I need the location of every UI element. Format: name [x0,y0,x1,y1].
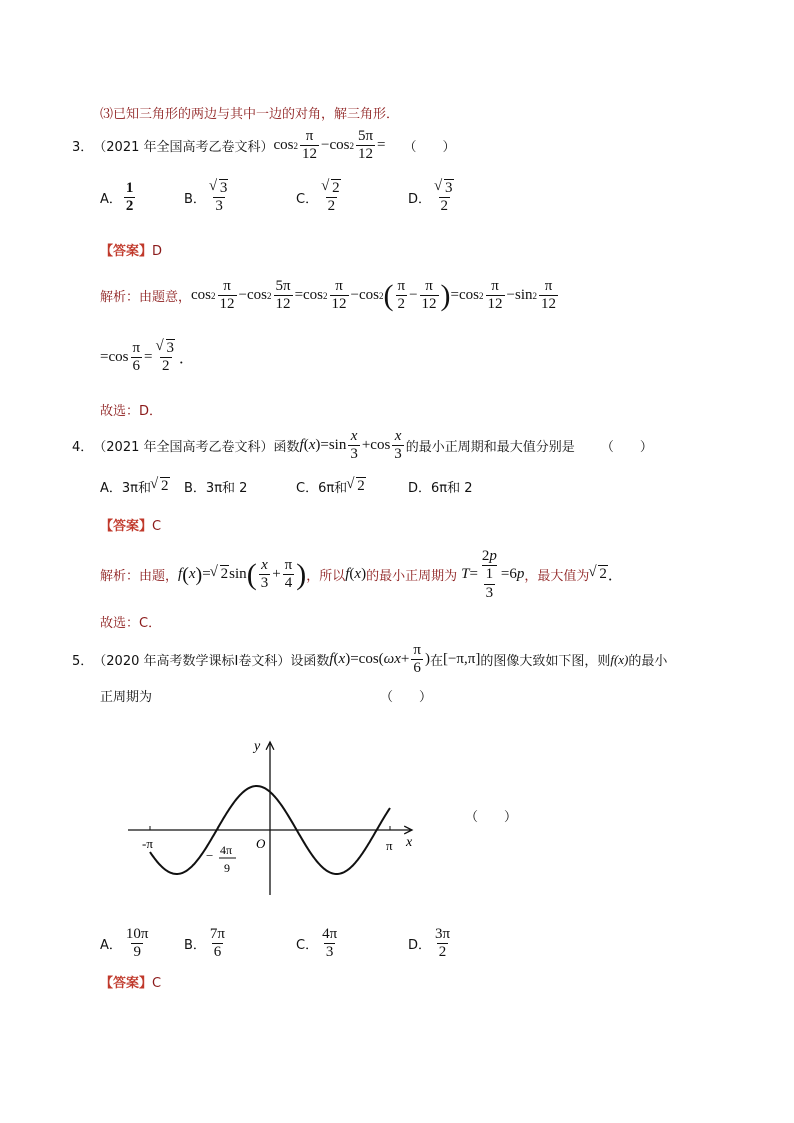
analysis-mid2: 的最小正周期为 [366,569,458,585]
y-label: y [254,739,261,754]
stem-text: 函数 [273,440,300,456]
question-number: 4． [72,440,94,456]
option-c[interactable]: C．6π和 √ 2 [296,477,366,496]
conclusion: 故选：D． [100,404,163,419]
minus-sign: − [206,848,214,863]
pi-label: π [386,838,393,853]
option-d[interactable]: D．6π和 2 [408,481,473,496]
option-d[interactable]: D． $\frac{3\pi}{2}$ [408,926,451,961]
figure-blank: （ ） [465,810,518,825]
analysis-line-2 [100,340,194,376]
option-b[interactable]: B． $\frac{7\pi}{6}$ [184,926,225,961]
option-a[interactable]: A．3π和 √ 2 [100,477,170,496]
period-expression: T = $\frac{2p}{\frac{1}{3}}$ =6 p [461,548,525,601]
math-expression: cos 2 $\frac{\pi}{12}$ −cos 2 $\frac{5\pi}{12}$ = [273,128,386,163]
question-5-stem-line-2: 正周期为 [100,690,153,705]
analysis-label: 解析：由题， [100,569,179,585]
stem-tail: 的最小正周期和最大值分别是 [405,440,575,456]
max-expression: √ 2 ． [589,564,623,585]
analysis-label: 解析：由题意， [100,290,192,306]
stem-tail-2: 的图像大致如下图，则 [480,654,611,670]
question-source: （2020 年高考数学课标Ⅰ卷文科） [93,654,291,670]
intro-line: ⑶已知三角形的两边与其中一边的对角，解三角形． [100,107,400,122]
answer-value: C [152,519,162,534]
option-c[interactable]: C． √ $\frac{2}{2}$ [296,180,345,216]
option-a[interactable]: A． $\frac{10\pi}{9}$ [100,926,149,961]
answer-line [100,972,161,991]
analysis-mid: ，所以 [306,569,346,585]
answer-blank: （ ） [380,690,433,705]
analysis-math: =cos $\frac{\pi}{6}$ = √ $\frac{3}{2}$ ． [100,340,194,376]
option-d[interactable]: D． √ $\frac{3}{2}$ [408,180,458,216]
math-expression: f ( x )=cos( ωx + $\frac{\pi}{6}$ ) [329,642,430,677]
answer-tag: 【答案】 [100,976,153,991]
interval: [−π,π] [442,651,481,668]
option-c[interactable]: C． $\frac{4\pi}{3}$ [296,926,338,961]
answer-value: C [152,976,162,991]
question-3-stem [72,128,456,164]
frac-numerator: 4π [220,843,233,857]
answer-line [100,240,162,259]
analysis-math: cos 2 $\frac{\pi}{12}$ −cos 2 $\frac{5\pi}{12}$ =cos 2 $\frac{\pi}{12}$ −cos 2 ( $\frac{\pi}{2}$ − $\frac{\pi}{12}$ ) =cos 2 $\frac{\pi}{12}$ −sin 2 $\frac{\pi}{12}$ [191,278,556,313]
question-4-stem [72,428,653,464]
option-b[interactable]: B． √ $\frac{3}{3}$ [184,180,232,216]
stem-tail: 在 [429,654,443,670]
answer-tag: 【答案】 [100,244,153,259]
answer-value: D [152,244,163,259]
analysis-line [100,548,623,602]
origin-label: O [256,836,266,851]
analysis-line [100,278,560,314]
question-source: （2021 年全国高考乙卷文科） [93,140,274,156]
answer-tag: 【答案】 [100,519,153,534]
math-expression: f ( x )=sin $\frac{x}{3}$ +cos $\frac{x}{3}$ [299,428,402,463]
stem-tail-3: 的最小 [628,654,668,670]
question-5-stem [72,642,667,678]
question-source: （2021 年全国高考乙卷文科） [93,440,274,456]
neg-pi-label: -π [142,836,153,851]
option-b[interactable]: B．3π和 2 [184,481,248,496]
question-number: 3． [72,140,94,156]
frac-denominator: 9 [224,861,230,875]
fx-expression: f ( x ) [345,566,367,583]
analysis-math: f ( x ) = √ 2 sin ( $\frac{x}{3}$ + $\frac{\pi}{4}$ ) [178,557,306,593]
fx-label: f(x) [610,651,629,667]
conclusion: 故选：C． [100,616,162,631]
question-number: 5． [72,654,94,670]
analysis-end: ，最大值为 [524,569,590,585]
cosine-graph [120,730,430,900]
answer-line [100,515,161,534]
answer-blank: （ ） [403,140,456,156]
x-label: x [406,835,413,850]
stem-text: 设函数 [290,654,330,670]
answer-blank: （ ） [600,440,653,456]
option-a[interactable]: A． $\frac{1}{2}$ [100,180,134,215]
